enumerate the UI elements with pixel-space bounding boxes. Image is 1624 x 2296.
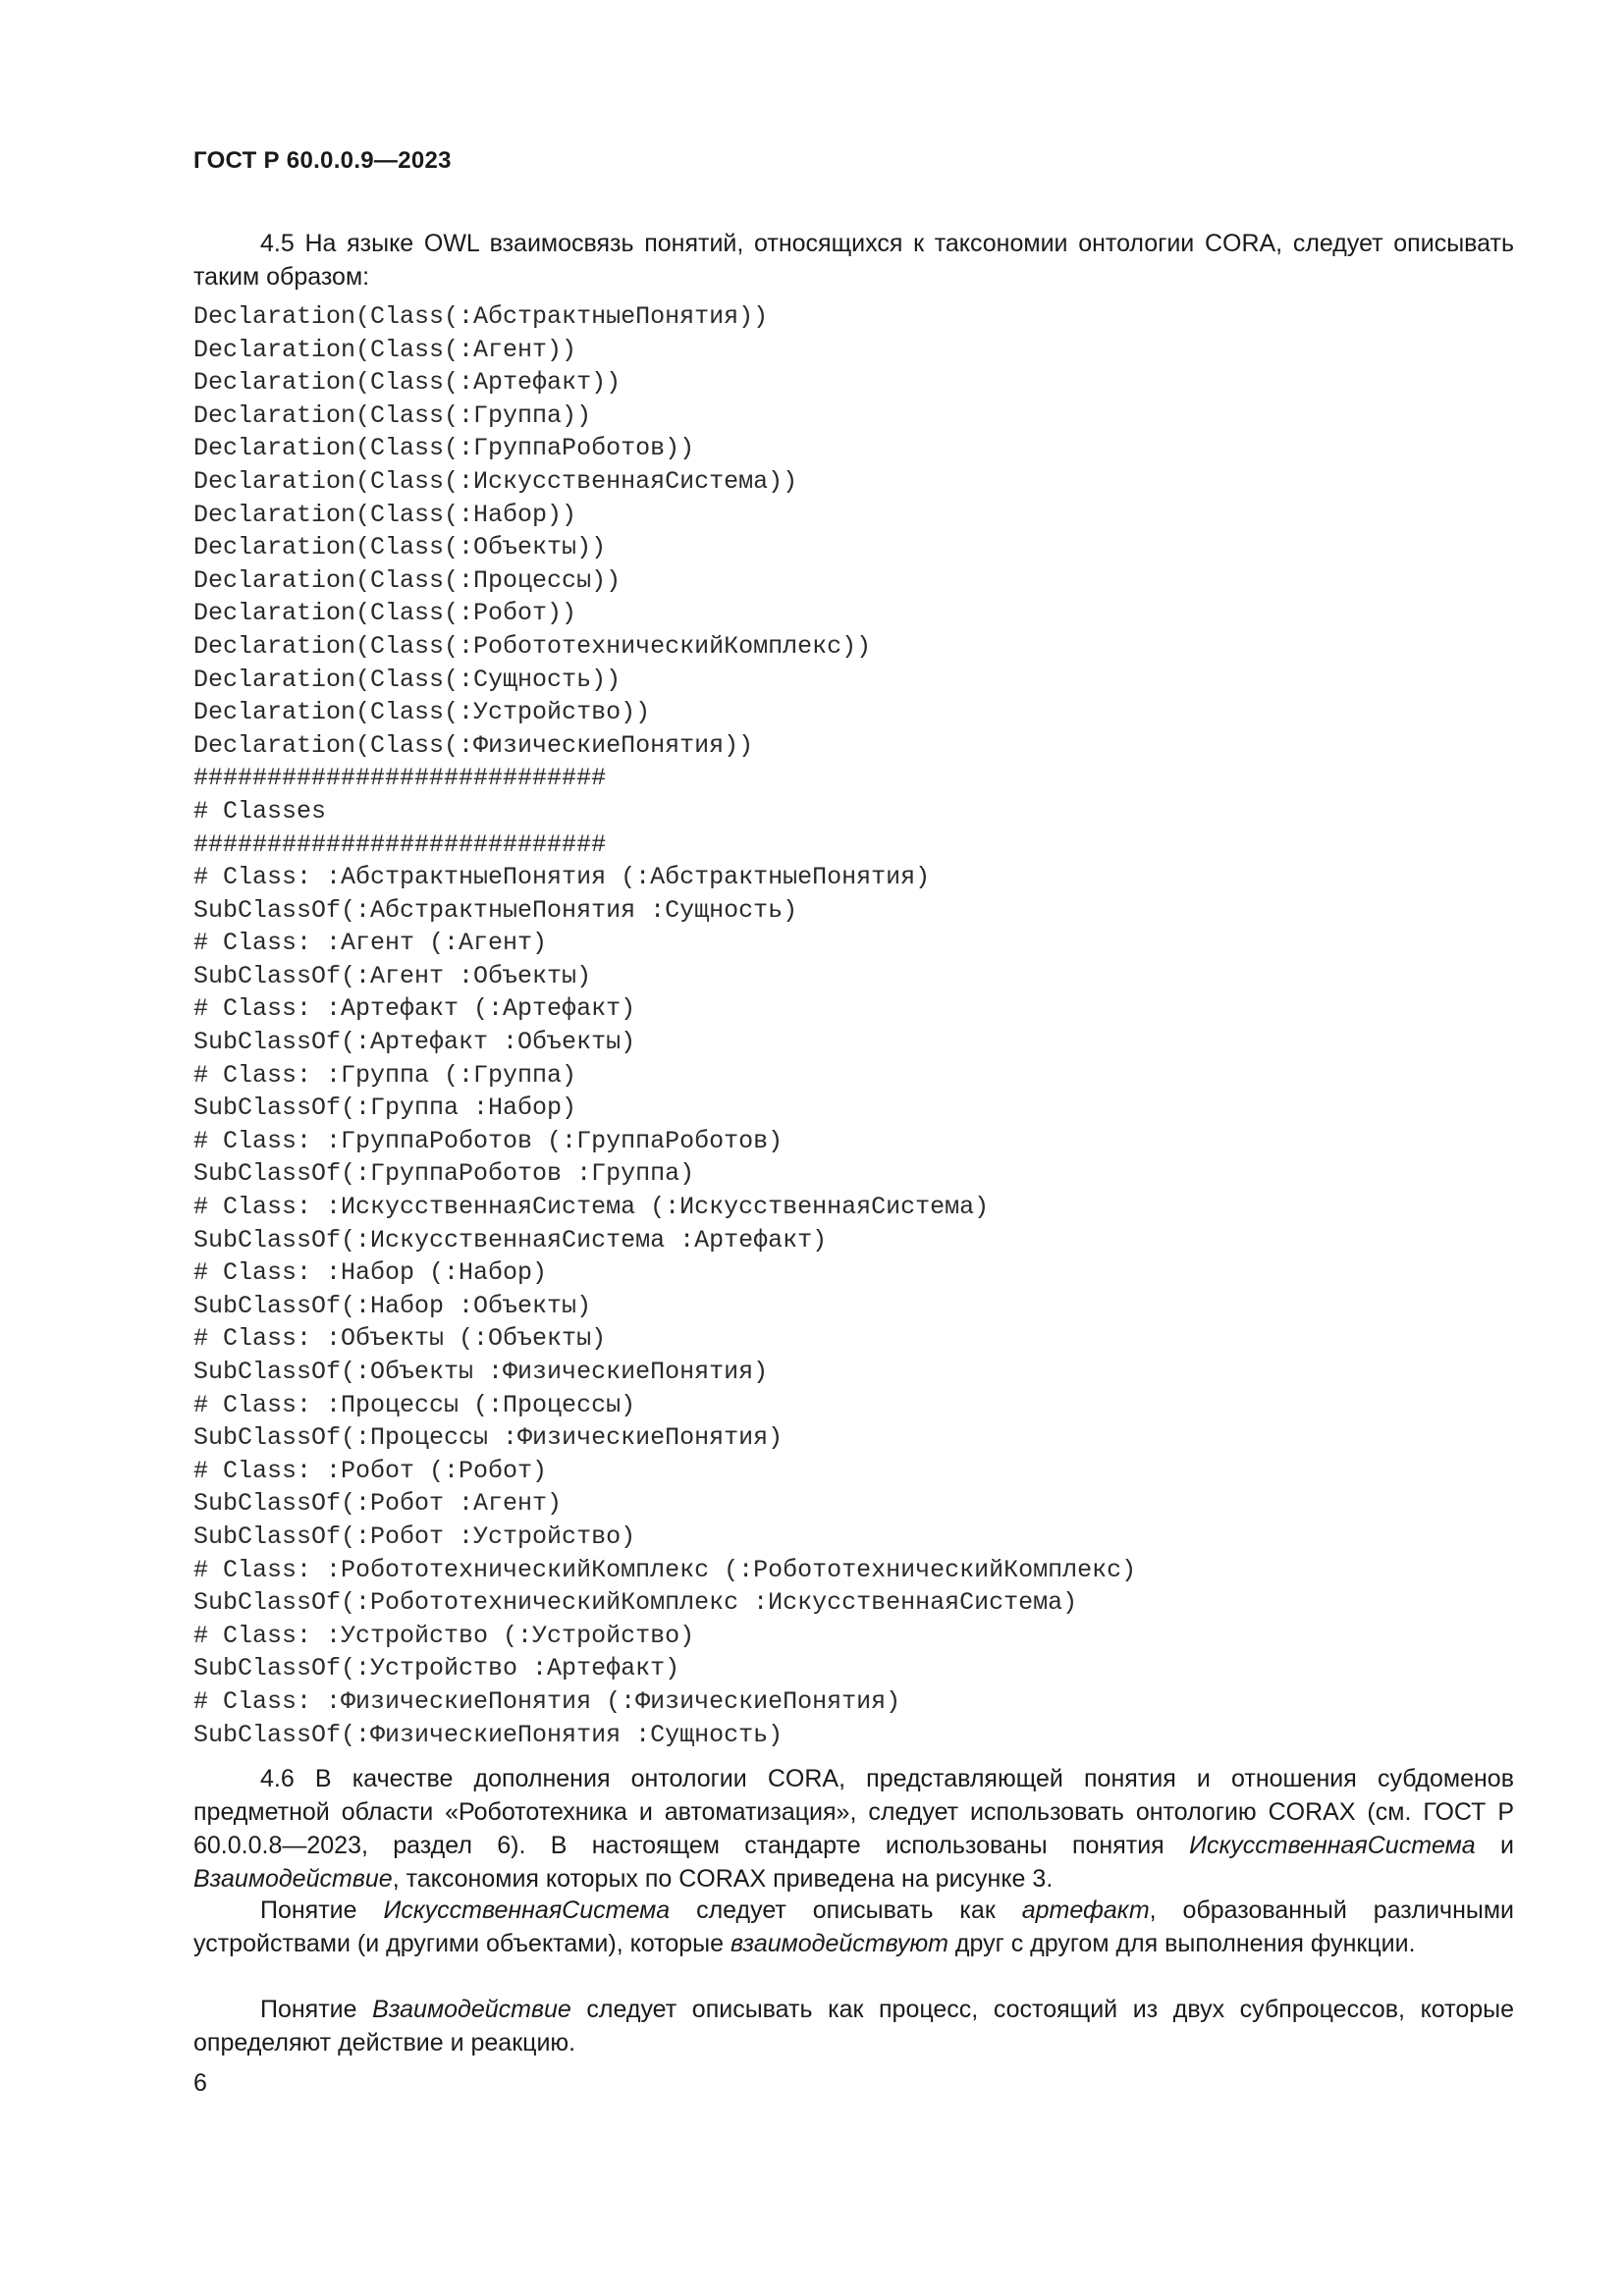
- code-line: SubClassOf(:Набор :Объекты): [193, 1291, 592, 1320]
- code-line: SubClassOf(:Группа :Набор): [193, 1094, 577, 1123]
- paragraph-text: друг с другом для выполнения функции.: [947, 1930, 1416, 1957]
- code-line: SubClassOf(:ИскусственнаяСистема :Артефакт): [193, 1225, 828, 1255]
- section-4-6-paragraph: [193, 1762, 1514, 1896]
- code-line: # Class: :ГруппаРоботов (:ГруппаРоботов): [193, 1126, 784, 1155]
- code-line: Declaration(Class(:Группа)): [193, 400, 592, 430]
- paragraph-text: следует описывать как процесс, состоящий из двух субпроцессов, которые определяют действие и реакцию.: [193, 1996, 1515, 2056]
- code-line: SubClassOf(:Объекты :ФизическиеПонятия): [193, 1358, 769, 1386]
- code-line: # Classes: [193, 796, 327, 826]
- code-line: SubClassOf(:Робот :Агент): [193, 1489, 563, 1519]
- artificial-system-paragraph: [193, 1894, 1514, 1960]
- code-line: SubClassOf(:Робот :Устройство): [193, 1522, 636, 1551]
- code-line: Declaration(Class(:Набор)): [193, 500, 577, 529]
- code-line: SubClassOf(:Устройство :Артефакт): [193, 1654, 680, 1683]
- code-line: Declaration(Class(:Объекты)): [193, 533, 607, 562]
- code-line: # Class: :Процессы (:Процессы): [193, 1390, 636, 1419]
- code-line: # Class: :Объекты (:Объекты): [193, 1324, 607, 1354]
- term-artificial-system: ИскусственнаяСистема: [383, 1896, 671, 1924]
- code-line: ############################: [193, 764, 607, 793]
- code-line: Declaration(Class(:Сущность)): [193, 665, 622, 694]
- document-header: ГОСТ Р 60.0.0.9—2023: [193, 147, 452, 174]
- code-line: # Class: :ФизическиеПонятия (:ФизическиеПонятия): [193, 1686, 901, 1716]
- code-line: Declaration(Class(:Робот)): [193, 599, 577, 628]
- code-line: Declaration(Class(:АбстрактныеПонятия)): [193, 302, 769, 331]
- code-line: Declaration(Class(:ИскусственнаяСистема)): [193, 466, 798, 496]
- code-line: Declaration(Class(:Артефакт)): [193, 368, 622, 398]
- code-line: SubClassOf(:ГруппаРоботов :Группа): [193, 1159, 695, 1189]
- code-line: # Class: :Робот (:Робот): [193, 1456, 548, 1485]
- term-artifact: артефакт: [1021, 1896, 1150, 1924]
- code-line: SubClassOf(:Процессы :ФизическиеПонятия): [193, 1423, 784, 1453]
- term-artificial-system: ИскусственнаяСистема: [1189, 1832, 1476, 1859]
- code-line: Declaration(Class(:Агент)): [193, 335, 577, 364]
- term-interaction: Взаимодействие: [193, 1865, 393, 1893]
- code-line: SubClassOf(:РобототехническийКомплекс :ИскусственнаяСистема): [193, 1588, 1078, 1618]
- paragraph-text: следует описывать как: [670, 1896, 1022, 1924]
- term-interact: взаимодействуют: [730, 1930, 948, 1957]
- code-line: SubClassOf(:ФизическиеПонятия :Сущность): [193, 1720, 784, 1749]
- code-line: # Class: :Артефакт (:Артефакт): [193, 994, 636, 1024]
- section-4-5-paragraph: [193, 227, 1514, 294]
- code-line: SubClassOf(:Артефакт :Объекты): [193, 1028, 636, 1057]
- code-line: # Class: :ИскусственнаяСистема (:ИскусственнаяСистема): [193, 1193, 990, 1222]
- owl-code-block: [193, 300, 1136, 1751]
- code-line: # Class: :Агент (:Агент): [193, 929, 548, 958]
- code-line: Declaration(Class(:Процессы)): [193, 565, 622, 595]
- code-line: Declaration(Class(:Устройство)): [193, 698, 651, 727]
- section-4-6-text: , таксономия которых по CORAX приведена на рисунке 3.: [392, 1865, 1054, 1893]
- page-number: 6: [193, 2069, 207, 2097]
- code-line: # Class: :АбстрактныеПонятия (:АбстрактныеПонятия): [193, 863, 931, 892]
- paragraph-text: Понятие: [260, 1896, 384, 1924]
- code-line: # Class: :Устройство (:Устройство): [193, 1621, 695, 1650]
- code-line: # Class: :Набор (:Набор): [193, 1258, 548, 1288]
- interaction-paragraph: [193, 1993, 1514, 2059]
- code-line: Declaration(Class(:РобототехническийКомплекс)): [193, 631, 872, 661]
- code-line: SubClassOf(:Агент :Объекты): [193, 961, 592, 990]
- code-line: SubClassOf(:АбстрактныеПонятия :Сущность): [193, 895, 798, 925]
- code-line: Declaration(Class(:ГруппаРоботов)): [193, 434, 695, 463]
- code-line: Declaration(Class(:ФизическиеПонятия)): [193, 730, 754, 760]
- section-4-6-text: и: [1475, 1832, 1514, 1859]
- code-line: ############################: [193, 829, 607, 859]
- section-4-5-text: 4.5 На языке OWL взаимосвязь понятий, относящихся к таксономии онтологии CORA, следует описывать таким образом:: [193, 230, 1514, 291]
- code-line: # Class: :Группа (:Группа): [193, 1060, 577, 1090]
- section-4-6-text: 4.6 В качестве дополнения онтологии CORA, представляющей понятия и отношения субдоменов предметной области «Робототехника и автоматизация», следует использовать онтологию CORAX (см. ГОСТ Р 60.0.0.8—2023, раздел 6). В настоящем стандарте использованы понятия: [193, 1765, 1514, 1859]
- paragraph-text: , образованный различными устройствами (и другими объектами), которые: [193, 1896, 1514, 1957]
- paragraph-text: Понятие: [260, 1996, 373, 2023]
- term-interaction: Взаимодействие: [372, 1996, 571, 2023]
- code-line: # Class: :РобототехническийКомплекс (:РобототехническийКомплекс): [193, 1555, 1137, 1584]
